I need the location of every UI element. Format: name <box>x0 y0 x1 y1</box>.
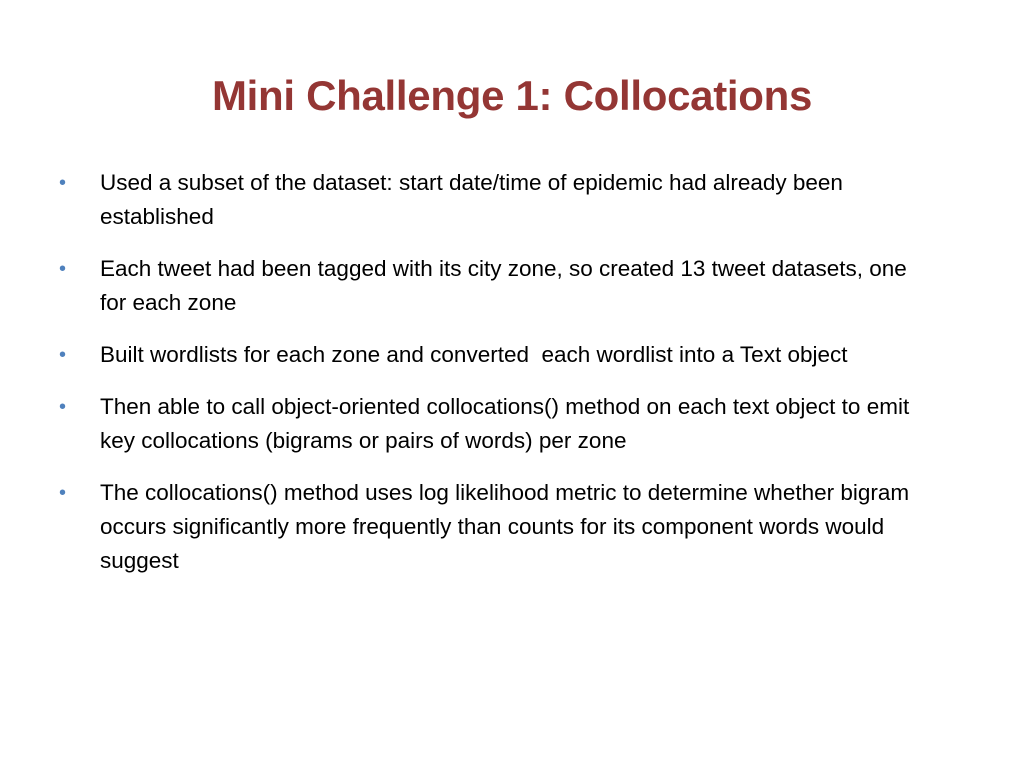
slide-title: Mini Challenge 1: Collocations <box>211 72 813 119</box>
bullet-text: Built wordlists for each zone and converted each wordlist into a Text object <box>100 342 848 367</box>
list-item <box>56 476 936 578</box>
list-item <box>56 166 936 234</box>
bullet-list <box>56 166 936 596</box>
list-item <box>56 252 936 320</box>
bullet-dot-icon: • <box>59 172 67 194</box>
bullet-dot-icon: • <box>59 482 67 504</box>
bullet-dot-icon: • <box>59 396 67 418</box>
bullet-dot-icon: • <box>59 258 67 280</box>
bullet-dot-icon: • <box>59 344 67 366</box>
list-item <box>56 338 936 372</box>
list-item <box>56 390 936 458</box>
bullet-text: Used a subset of the dataset: start date/time of epidemic had already been established <box>100 170 843 229</box>
bullet-text: Each tweet had been tagged with its city zone, so created 13 tweet datasets, one for each zone <box>100 256 907 315</box>
bullet-text: Then able to call object-oriented collocations() method on each text object to emit key collocations (bigrams or pairs of words) per zone <box>100 394 910 453</box>
bullet-text: The collocations() method uses log likelihood metric to determine whether bigram occurs significantly more frequently than counts for its component words would suggest <box>100 480 910 573</box>
